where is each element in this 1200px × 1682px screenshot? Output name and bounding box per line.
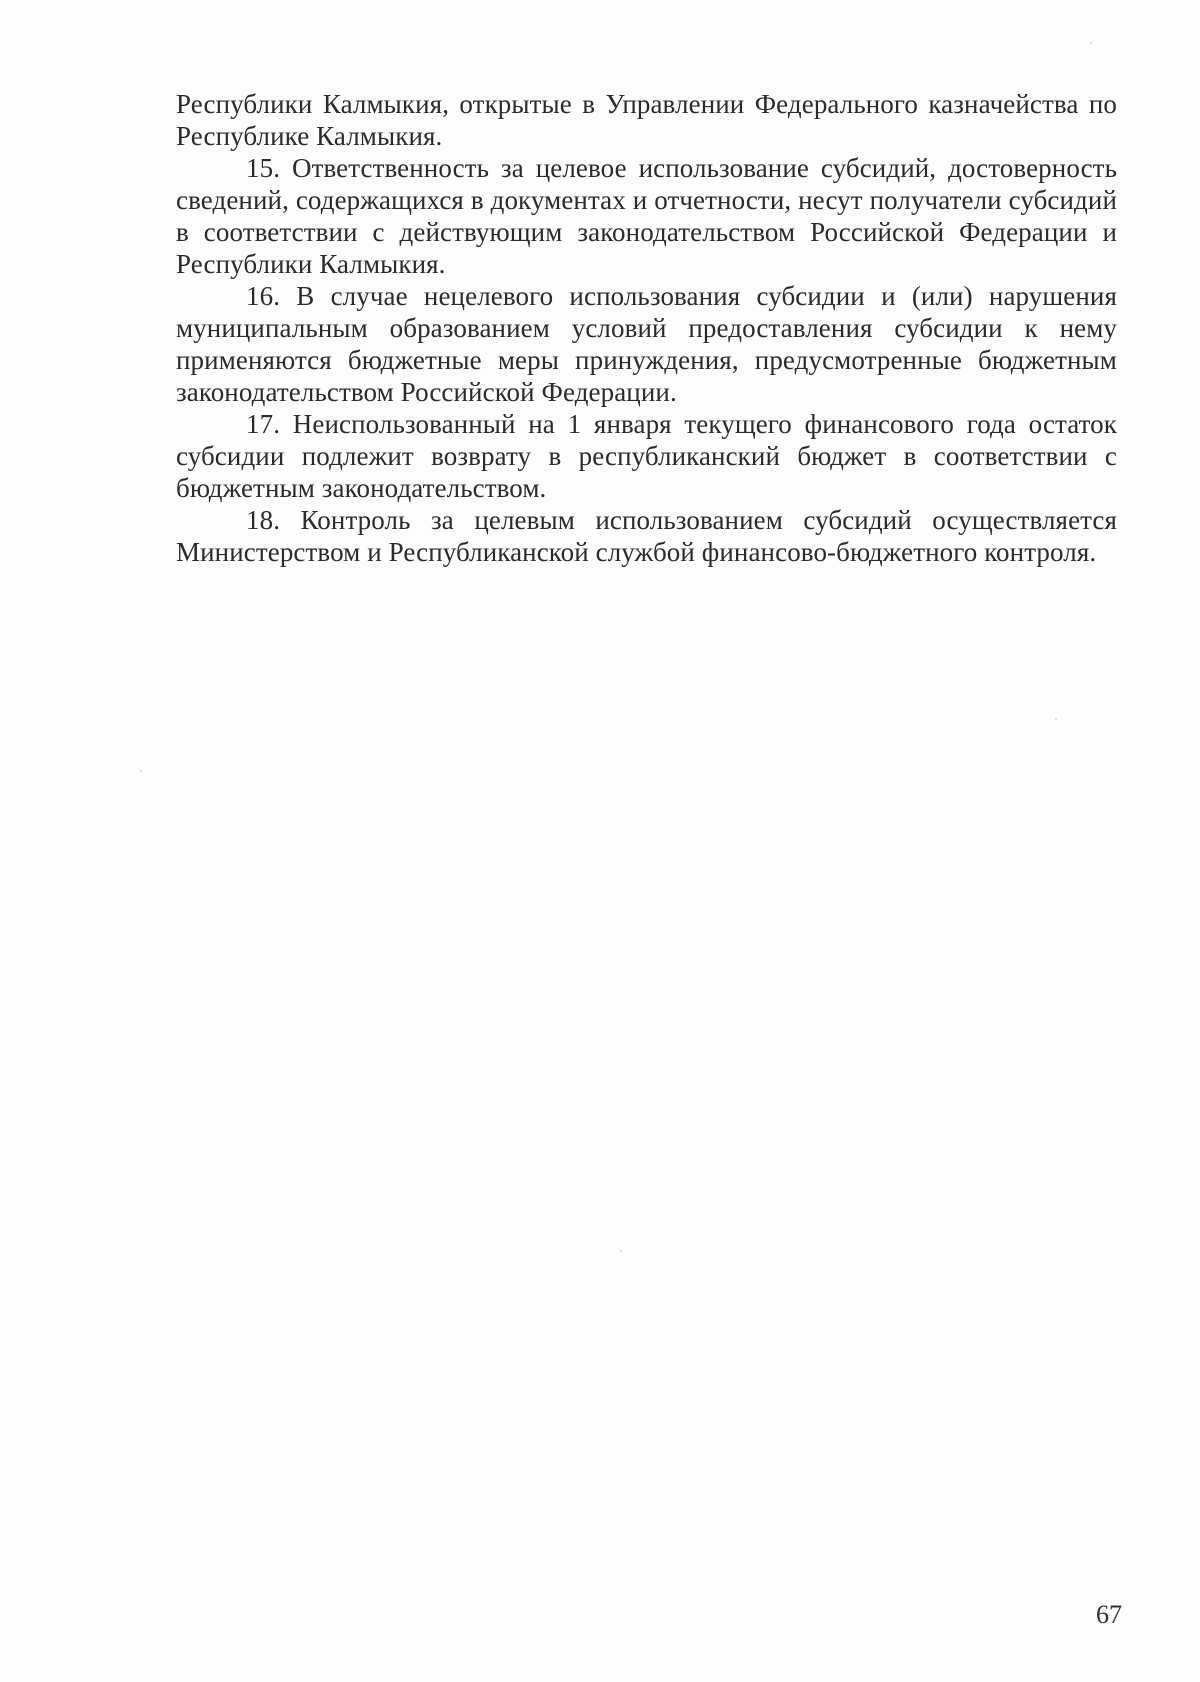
page-number: 67 (1096, 1600, 1122, 1629)
paragraph-17: 17. Неиспользованный на 1 января текущего финансового года остаток субсидии подлежит возврату в республиканский бюджет в соответствии с бюджетным законодательством. (176, 409, 1117, 503)
scan-speck (620, 1250, 622, 1252)
scan-speck (1055, 718, 1057, 720)
paragraph-15: 15. Ответственность за целевое использование субсидий, достоверность сведений, содержащихся в документах и отчетности, несут получатели субсидий в соответствии с действующим законодательством Российской Федерации и Республики Калмыкия. (176, 153, 1117, 279)
paragraph-18: 18. Контроль за целевым использованием субсидий осуществляется Министерством и Республиканской службой финансово-бюджетного контроля. (176, 505, 1117, 567)
scan-speck (140, 770, 142, 772)
scan-speck (1090, 42, 1092, 44)
paragraph-16: 16. В случае нецелевого использования субсидии и (или) нарушения муниципальным образованием условий предоставления субсидии к нему применяются бюджетные меры принуждения, предусмотренные бюджетным законодательством Российской Федерации. (176, 281, 1117, 407)
document-body (176, 88, 1117, 568)
paragraph-continuation: Республики Калмыкия, открытые в Управлении Федерального казначейства по Республике Калмыкия. (176, 89, 1117, 151)
